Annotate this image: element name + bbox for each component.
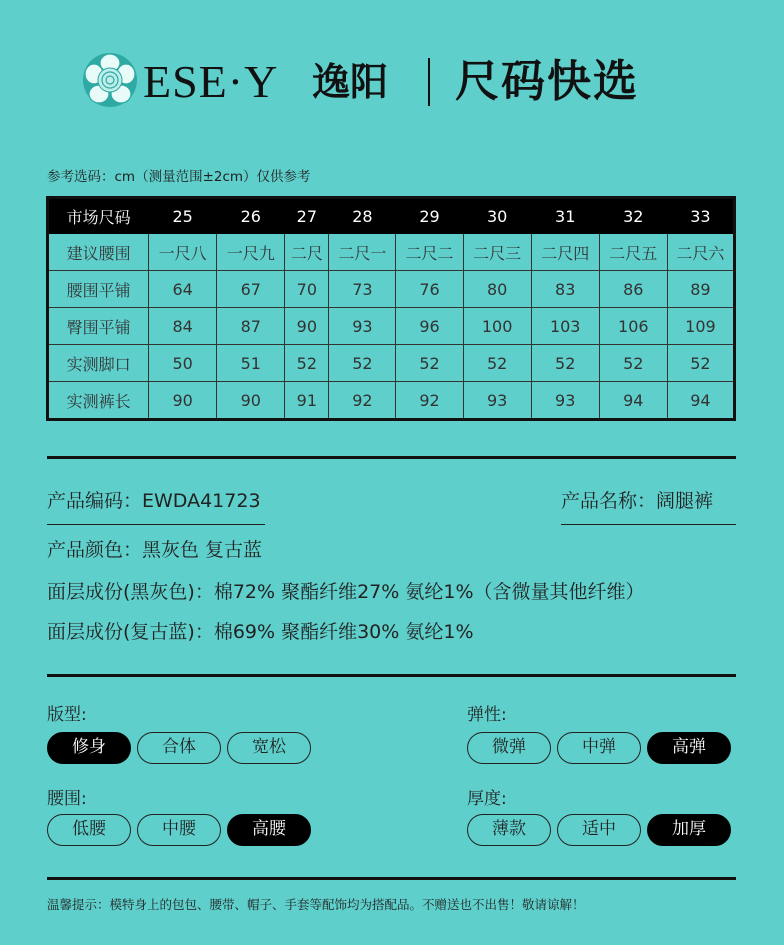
- section-divider: [47, 877, 736, 880]
- table-cell: 87: [217, 308, 285, 345]
- fit-option-loose[interactable]: 宽松: [227, 732, 311, 764]
- table-cell: 52: [285, 345, 329, 382]
- table-cell: 32: [599, 198, 667, 234]
- table-cell: 二尺五: [599, 234, 667, 271]
- table-row: [48, 234, 735, 271]
- fabric-black: 面层成份(黑灰色)：棉72% 聚酯纤维27% 氨纶1%（含微量其他纤维）: [47, 581, 645, 603]
- table-cell: 30: [463, 198, 531, 234]
- table-row: [48, 271, 735, 308]
- table-cell: 52: [531, 345, 599, 382]
- table-cell: 52: [667, 345, 734, 382]
- table-cell: 二尺六: [667, 234, 734, 271]
- table-cell: 93: [329, 308, 396, 345]
- elasticity-option-slight[interactable]: 微弹: [467, 732, 551, 764]
- table-cell: 二尺二: [396, 234, 463, 271]
- table-cell: 二尺三: [463, 234, 531, 271]
- waist-option-low[interactable]: 低腰: [47, 814, 131, 846]
- waist-option-high[interactable]: 高腰: [227, 814, 311, 846]
- brand-name-en: ESE·Y: [143, 56, 279, 107]
- table-cell: 92: [329, 382, 396, 420]
- table-cell: 28: [329, 198, 396, 234]
- table-cell: 76: [396, 271, 463, 308]
- product-name: 产品名称：阔腿裤: [561, 490, 714, 512]
- table-cell: 91: [285, 382, 329, 420]
- section-divider: [47, 456, 736, 459]
- table-cell: 93: [463, 382, 531, 420]
- row-header-cell: 市场尺码: [48, 198, 149, 234]
- product-name-underline: [561, 524, 736, 525]
- elasticity-option-high[interactable]: 高弹: [647, 732, 731, 764]
- elasticity-label: 弹性:: [467, 705, 507, 725]
- table-cell: 89: [667, 271, 734, 308]
- table-cell: 103: [531, 308, 599, 345]
- fit-label: 版型:: [47, 705, 87, 725]
- waist-option-mid[interactable]: 中腰: [137, 814, 221, 846]
- table-cell: 94: [599, 382, 667, 420]
- brand-name-cn: 逸阳: [312, 60, 389, 104]
- footer-notice: 温馨提示：模特身上的包包、腰带、帽子、手套等配饰均为搭配品。不赠送也不出售！敬请谅解！: [47, 897, 585, 912]
- table-cell: 二尺四: [531, 234, 599, 271]
- table-cell: 51: [217, 345, 285, 382]
- table-cell: 一尺九: [217, 234, 285, 271]
- thickness-option-thin[interactable]: 薄款: [467, 814, 551, 846]
- table-cell: 106: [599, 308, 667, 345]
- size-table: [46, 196, 736, 421]
- table-header-row: [48, 198, 735, 234]
- table-cell: 96: [396, 308, 463, 345]
- product-code-underline: [47, 524, 265, 525]
- row-header-cell: 实测裤长: [48, 382, 149, 420]
- row-header-cell: 腰围平铺: [48, 271, 149, 308]
- table-cell: 52: [329, 345, 396, 382]
- thickness-option-moderate[interactable]: 适中: [557, 814, 641, 846]
- table-cell: 83: [531, 271, 599, 308]
- measurement-note: 参考选码：cm（测量范围±2cm）仅供参考: [47, 169, 311, 185]
- table-row: [48, 345, 735, 382]
- table-cell: 94: [667, 382, 734, 420]
- table-row: [48, 382, 735, 420]
- fit-option-regular[interactable]: 合体: [137, 732, 221, 764]
- row-header-cell: 建议腰围: [48, 234, 149, 271]
- table-cell: 86: [599, 271, 667, 308]
- table-cell: 50: [149, 345, 217, 382]
- thickness-option-thick[interactable]: 加厚: [647, 814, 731, 846]
- table-cell: 84: [149, 308, 217, 345]
- table-cell: 二尺: [285, 234, 329, 271]
- waist-label: 腰围:: [47, 789, 87, 809]
- row-header-cell: 实测脚口: [48, 345, 149, 382]
- table-cell: 29: [396, 198, 463, 234]
- table-cell: 90: [285, 308, 329, 345]
- elasticity-option-medium[interactable]: 中弹: [557, 732, 641, 764]
- table-cell: 26: [217, 198, 285, 234]
- table-cell: 90: [149, 382, 217, 420]
- table-cell: 27: [285, 198, 329, 234]
- fabric-blue: 面层成份(复古蓝)：棉69% 聚酯纤维30% 氨纶1%: [47, 621, 474, 643]
- table-cell: 73: [329, 271, 396, 308]
- table-cell: 25: [149, 198, 217, 234]
- product-code: 产品编码：EWDA41723: [47, 490, 261, 512]
- table-cell: 33: [667, 198, 734, 234]
- table-cell: 一尺八: [149, 234, 217, 271]
- table-cell: 92: [396, 382, 463, 420]
- table-cell: 109: [667, 308, 734, 345]
- row-header-cell: 臀围平铺: [48, 308, 149, 345]
- table-cell: 100: [463, 308, 531, 345]
- table-cell: 90: [217, 382, 285, 420]
- fit-option-slim[interactable]: 修身: [47, 732, 131, 764]
- product-color: 产品颜色：黑灰色 复古蓝: [47, 539, 263, 561]
- table-cell: 67: [217, 271, 285, 308]
- table-cell: 80: [463, 271, 531, 308]
- header-divider: [428, 58, 430, 106]
- section-divider: [47, 674, 736, 677]
- table-cell: 70: [285, 271, 329, 308]
- table-row: [48, 308, 735, 345]
- table-cell: 52: [599, 345, 667, 382]
- thickness-label: 厚度:: [467, 789, 507, 809]
- page-title: 尺码快选: [455, 56, 639, 107]
- table-cell: 64: [149, 271, 217, 308]
- table-cell: 93: [531, 382, 599, 420]
- table-cell: 二尺一: [329, 234, 396, 271]
- camellia-flower-icon: [82, 52, 138, 108]
- table-cell: 52: [396, 345, 463, 382]
- table-cell: 52: [463, 345, 531, 382]
- table-cell: 31: [531, 198, 599, 234]
